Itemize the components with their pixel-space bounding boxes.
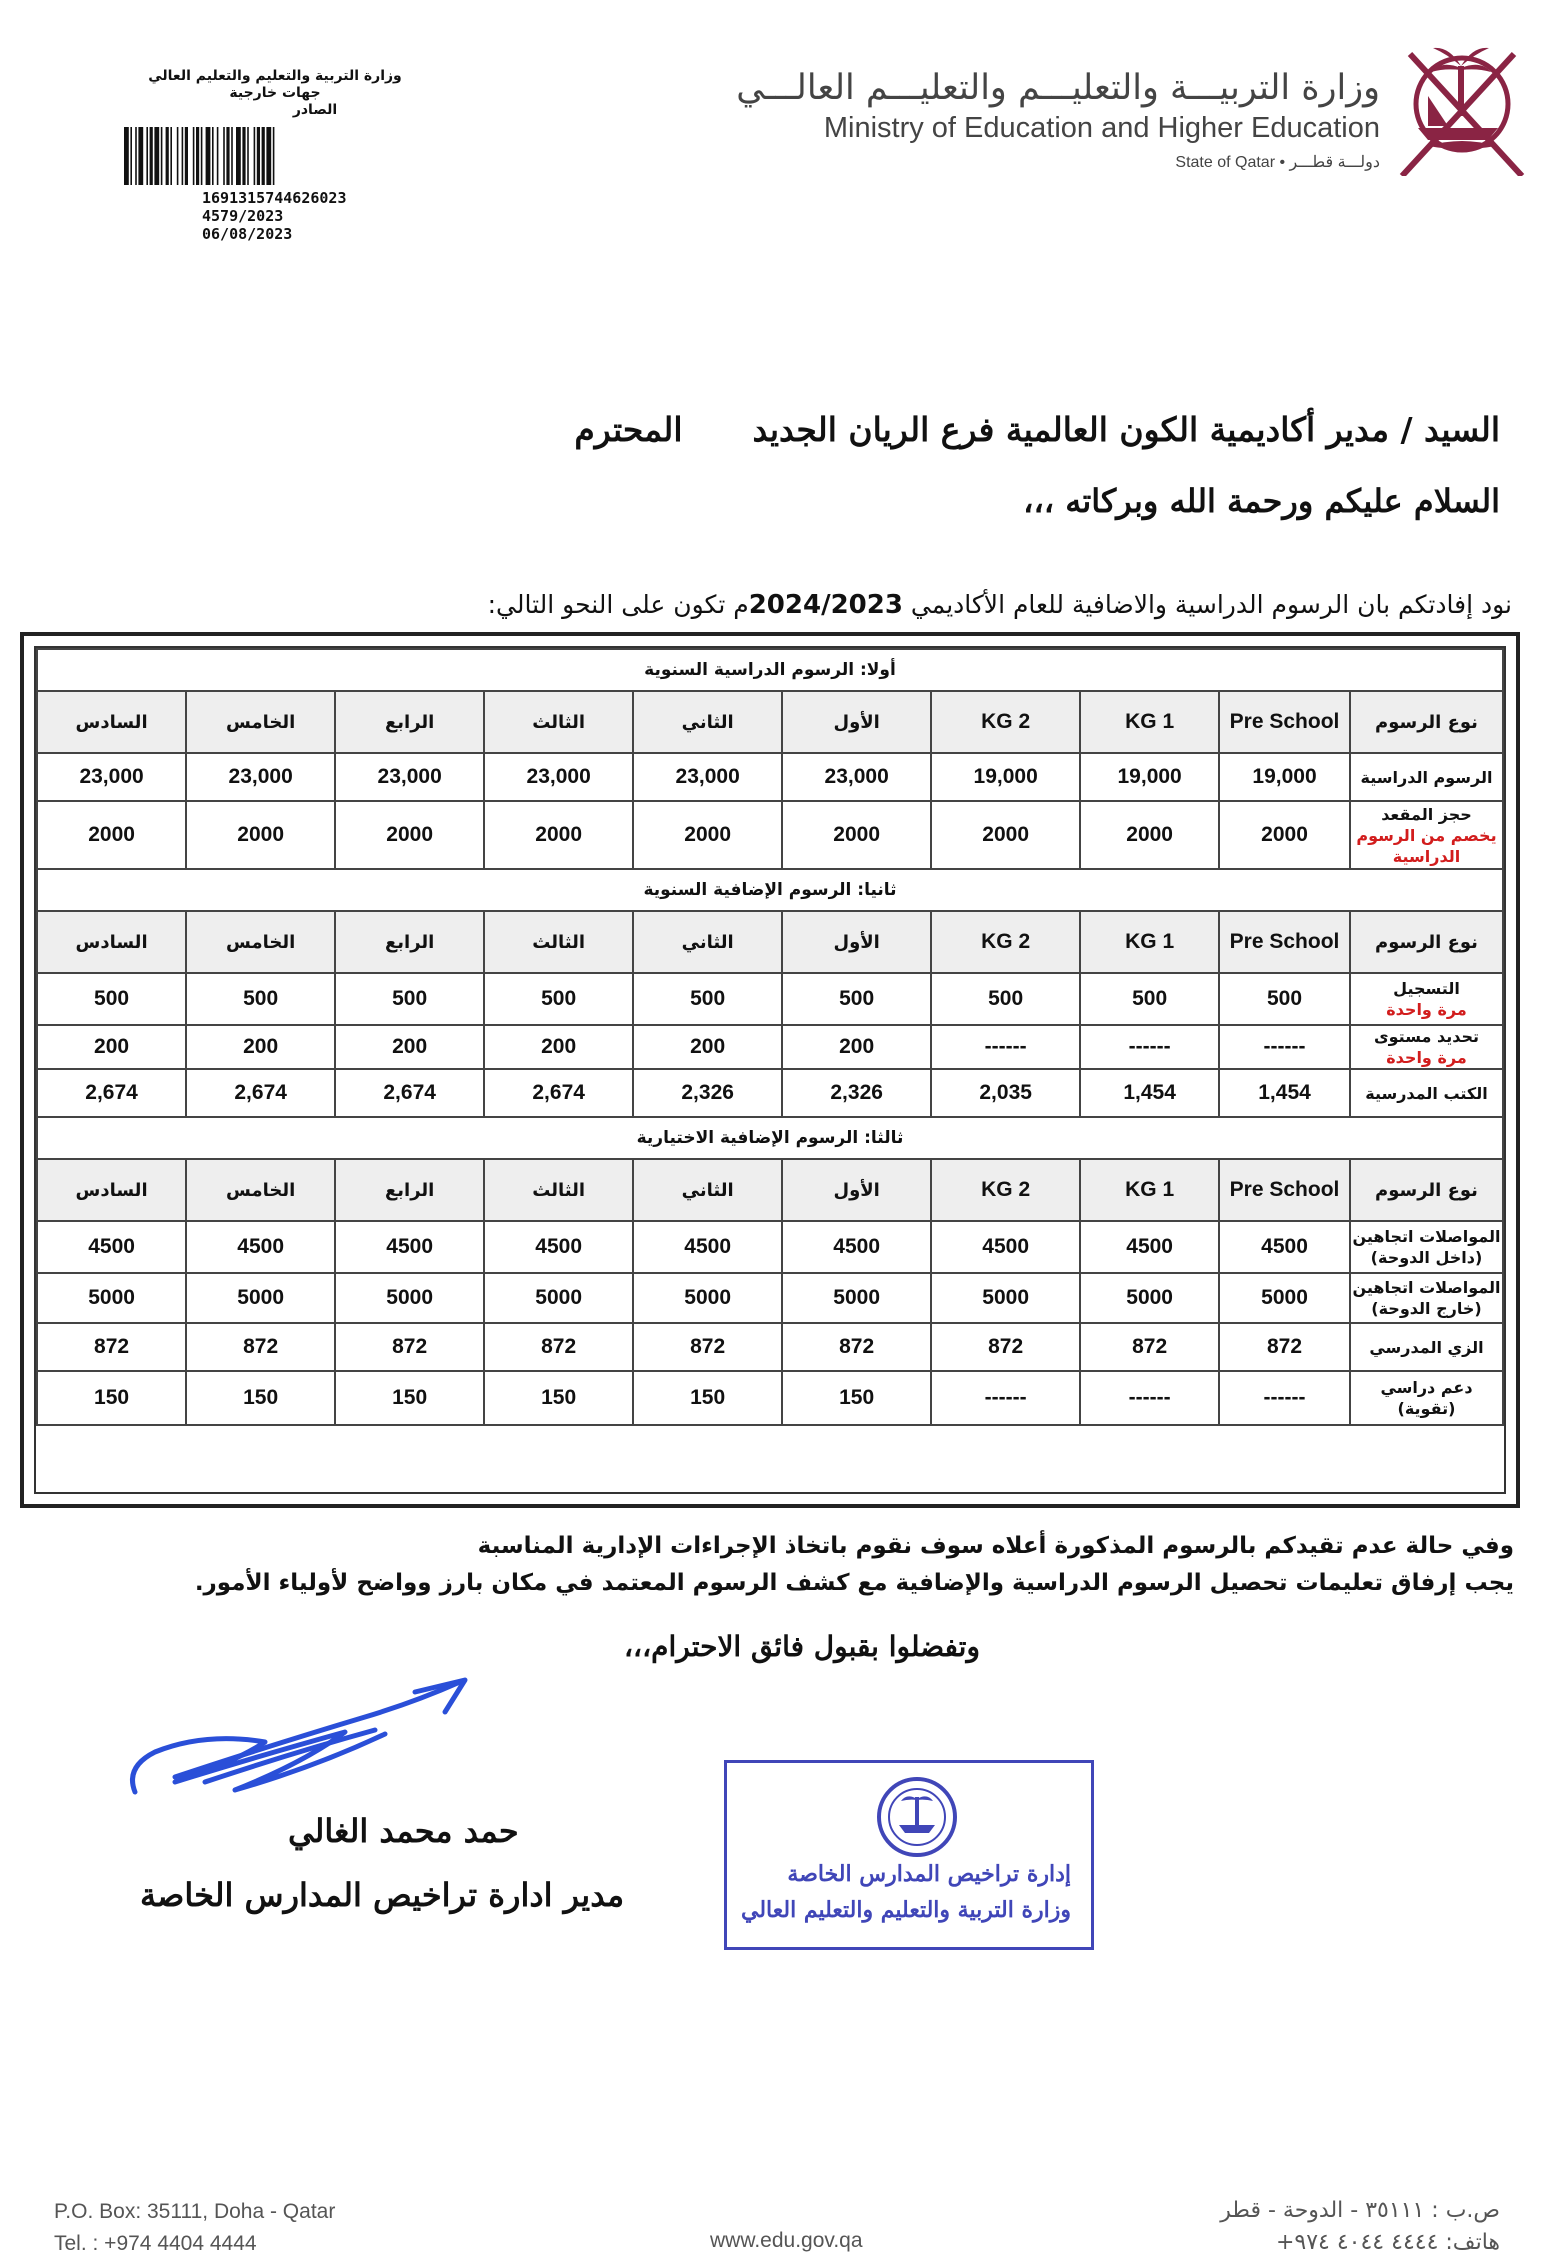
fee-value: 2,035 (931, 1069, 1080, 1117)
fee-value: 872 (633, 1323, 782, 1371)
fee-label: المواصلات اتجاهين (1352, 1278, 1501, 1297)
grade-header: السادس (37, 691, 186, 753)
fee-value: 2000 (335, 801, 484, 869)
fee-value: 4500 (1080, 1221, 1219, 1273)
state-name-arabic: دولـــة قطـــر (1289, 154, 1380, 171)
fee-label-cell (1350, 1323, 1503, 1371)
fee-label-cell (1350, 1221, 1503, 1273)
fee-value: 872 (1080, 1323, 1219, 1371)
fee-value: 4500 (633, 1221, 782, 1273)
outgoing-header-block (120, 68, 430, 243)
table-row (37, 973, 1503, 1025)
fee-value: 4500 (335, 1221, 484, 1273)
fee-type-header: نوع الرسوم (1350, 691, 1503, 753)
fee-value: 500 (931, 973, 1080, 1025)
grade-header: الثاني (633, 691, 782, 753)
table-row (37, 1069, 1503, 1117)
fee-value: 19,000 (1219, 753, 1350, 801)
grade-header-row (37, 911, 1503, 973)
fee-label-cell (1350, 973, 1503, 1025)
fee-value: 1,454 (1219, 1069, 1350, 1117)
fee-label: الزي المدرسي (1369, 1337, 1484, 1357)
fee-value: 2000 (931, 801, 1080, 869)
grade-header: الثالث (484, 911, 633, 973)
fee-value: 23,000 (782, 753, 931, 801)
fee-value: 200 (186, 1025, 335, 1069)
fee-value: 2,674 (484, 1069, 633, 1117)
fee-value: 23,000 (37, 753, 186, 801)
grade-header: الأول (782, 911, 931, 973)
fee-label: المواصلات اتجاهين (1352, 1227, 1501, 1246)
fee-note: (خارج الدوحة) (1371, 1299, 1482, 1318)
fee-label-cell (1350, 801, 1503, 869)
fee-value: 2,674 (186, 1069, 335, 1117)
honorific: المحترم (574, 410, 683, 449)
fee-label: حجز المقعد (1381, 804, 1472, 824)
fee-value: 2000 (484, 801, 633, 869)
fee-label: تحديد مستوى (1373, 1027, 1479, 1046)
fee-value: 5000 (931, 1273, 1080, 1323)
fee-value: 2,674 (37, 1069, 186, 1117)
fee-value: 2000 (782, 801, 931, 869)
fee-value: 500 (335, 973, 484, 1025)
grade-header: الرابع (335, 911, 484, 973)
fee-value: 23,000 (186, 753, 335, 801)
greeting: السلام عليكم ورحمة الله وبركاته ،،، (1023, 482, 1500, 520)
fee-value: ------ (931, 1371, 1080, 1425)
handwritten-signature-icon (115, 1672, 495, 1822)
fee-value: 2000 (1219, 801, 1350, 869)
grade-header: KG 1 (1080, 691, 1219, 753)
grade-header: الخامس (186, 1159, 335, 1221)
fee-value: 5000 (1080, 1273, 1219, 1323)
fee-value: 2,326 (782, 1069, 931, 1117)
addressee (574, 410, 1500, 449)
fee-value: 150 (37, 1371, 186, 1425)
header-department-line: جهات خارجية (229, 85, 321, 101)
fee-value: 500 (1080, 973, 1219, 1025)
fee-value: 2,326 (633, 1069, 782, 1117)
fee-value: 150 (633, 1371, 782, 1425)
fee-note: مرة واحدة (1386, 1000, 1467, 1019)
table-row (37, 1371, 1503, 1425)
fee-value: 150 (782, 1371, 931, 1425)
grade-header: الثاني (633, 911, 782, 973)
fee-value: 2000 (633, 801, 782, 869)
fee-value: ------ (1080, 1371, 1219, 1425)
fee-label-cell (1350, 1371, 1503, 1425)
stamp-ministry: وزارة التربية والتعليم والتعليم العالي (741, 1897, 1071, 1923)
grade-header: الخامس (186, 911, 335, 973)
grade-header: الرابع (335, 691, 484, 753)
grade-header: Pre School (1219, 691, 1350, 753)
fee-value: 872 (186, 1323, 335, 1371)
fee-value: 150 (186, 1371, 335, 1425)
letter-date: 06/08/2023 (202, 225, 293, 243)
fee-value: 150 (484, 1371, 633, 1425)
fee-value: 4500 (1219, 1221, 1350, 1273)
fee-value: 500 (1219, 973, 1350, 1025)
fee-value: 872 (782, 1323, 931, 1371)
reference-number: 4579/2023 (202, 207, 284, 225)
signatory-title: مدير ادارة تراخيص المدارس الخاصة (140, 1876, 625, 1914)
fee-table (36, 648, 1504, 1426)
header-outgoing-line: الصادر (292, 102, 338, 118)
fee-value: 4500 (37, 1221, 186, 1273)
fee-value: 4500 (484, 1221, 633, 1273)
table-row (37, 1221, 1503, 1273)
fee-value: 872 (931, 1323, 1080, 1371)
grade-header: الأول (782, 691, 931, 753)
fee-value: 200 (633, 1025, 782, 1069)
fee-table-body (37, 649, 1503, 1425)
fee-label: التسجيل (1393, 979, 1460, 998)
fee-type-header: نوع الرسوم (1350, 1159, 1503, 1221)
closing-regards: وتفضلوا بقبول فائق الاحترام،،، (624, 1630, 980, 1663)
stamp-seal-icon (875, 1775, 959, 1859)
addressee-name: السيد / مدير أكاديمية الكون العالمية فرع الريان الجديد (752, 410, 1500, 449)
table-row (37, 753, 1503, 801)
fee-label-cell (1350, 1273, 1503, 1323)
fee-table-inner (34, 646, 1506, 1494)
fee-value: 500 (633, 973, 782, 1025)
fee-value: 872 (484, 1323, 633, 1371)
fee-value: ------ (1219, 1371, 1350, 1425)
fee-label: الرسوم الدراسية (1360, 767, 1493, 787)
table-row (37, 801, 1503, 869)
fee-value: 872 (37, 1323, 186, 1371)
fee-label: الكتب المدرسية (1365, 1083, 1488, 1103)
ministry-name-arabic: وزارة التربيـــة والتعليـــم والتعليـــم العالـــي (736, 68, 1380, 108)
grade-header: الثالث (484, 1159, 633, 1221)
fee-value: ------ (1219, 1025, 1350, 1069)
state-name-english: State of Qatar (1175, 154, 1276, 171)
intro-text-end: م تكون على النحو التالي: (487, 590, 749, 619)
table-row (37, 1025, 1503, 1069)
fee-value: 5000 (782, 1273, 931, 1323)
ministry-name-english: Ministry of Education and Higher Education (823, 112, 1380, 144)
table-row (37, 1273, 1503, 1323)
section-title-3: ثالثا: الرسوم الإضافية الاختيارية (37, 1117, 1503, 1159)
fee-label-cell (1350, 753, 1503, 801)
footer-phone-arabic: هاتف: ٤٤٤٤ ٤٠٤٤ ٩٧٤+ (1275, 2230, 1500, 2255)
fee-label-cell (1350, 1025, 1503, 1069)
fee-value: 500 (484, 973, 633, 1025)
fee-value: 200 (484, 1025, 633, 1069)
fee-value: 5000 (186, 1273, 335, 1323)
footer-pobox-arabic: ص.ب : ٣٥١١١ - الدوحة - قطر (1220, 2198, 1500, 2223)
section-title-2: ثانيا: الرسوم الإضافية السنوية (37, 869, 1503, 911)
academic-year: 2024/2023 (748, 590, 903, 620)
fee-value: 5000 (633, 1273, 782, 1323)
fee-value: 2000 (186, 801, 335, 869)
header-ministry-line: وزارة التربية والتعليم والتعليم العالي (148, 68, 402, 84)
fee-label-cell (1350, 1069, 1503, 1117)
fee-value: 19,000 (1080, 753, 1219, 801)
grade-header: السادس (37, 1159, 186, 1221)
fee-value: 4500 (186, 1221, 335, 1273)
fee-value: ------ (1080, 1025, 1219, 1069)
grade-header-row (37, 691, 1503, 753)
section-title-1: أولا: الرسوم الدراسية السنوية (37, 649, 1503, 691)
barcode-number: 1691315744626023 (202, 189, 347, 207)
grade-header: KG 2 (931, 1159, 1080, 1221)
grade-header: السادس (37, 911, 186, 973)
closing-warning: وفي حالة عدم تقيدكم بالرسوم المذكورة أعلاه سوف نقوم باتخاذ الإجراءات الإدارية المناسبة (477, 1533, 1514, 1559)
fee-value: ------ (931, 1025, 1080, 1069)
grade-header: Pre School (1219, 911, 1350, 973)
fee-value: 5000 (335, 1273, 484, 1323)
fee-value: 500 (782, 973, 931, 1025)
grade-header: الثاني (633, 1159, 782, 1221)
fee-value: 23,000 (633, 753, 782, 801)
fee-value: 200 (335, 1025, 484, 1069)
grade-header: الرابع (335, 1159, 484, 1221)
grade-header: KG 2 (931, 911, 1080, 973)
footer-pobox-english: P.O. Box: 35111, Doha - Qatar (54, 2200, 336, 2223)
fee-value: 4500 (931, 1221, 1080, 1273)
intro-paragraph (488, 590, 1512, 620)
fee-type-header: نوع الرسوم (1350, 911, 1503, 973)
fee-value: 2000 (37, 801, 186, 869)
official-stamp (724, 1760, 1094, 1950)
fee-value: 872 (335, 1323, 484, 1371)
grade-header: الثالث (484, 691, 633, 753)
fee-value: 150 (335, 1371, 484, 1425)
table-row (37, 1323, 1503, 1371)
fee-value: 500 (37, 973, 186, 1025)
stamp-department: إدارة تراخيص المدارس الخاصة (787, 1861, 1071, 1887)
grade-header: الخامس (186, 691, 335, 753)
fee-value: 1,454 (1080, 1069, 1219, 1117)
footer-website-link[interactable]: www.edu.gov.qa (710, 2229, 863, 2252)
barcode-icon (122, 127, 332, 185)
fee-value: 23,000 (335, 753, 484, 801)
state-line: State of Qatar • دولـــة قطـــر (1175, 154, 1380, 171)
grade-header-row (37, 1159, 1503, 1221)
fee-label: دعم دراسي (تقوية) (1380, 1378, 1473, 1418)
fee-note: يخصم من الرسوم الدراسية (1356, 825, 1497, 866)
grade-header: Pre School (1219, 1159, 1350, 1221)
footer-phone-english: Tel. : +974 4404 4444 (54, 2232, 257, 2255)
signatory-name: حمد محمد الغالي (288, 1812, 519, 1850)
grade-header: الأول (782, 1159, 931, 1221)
fee-value: 4500 (782, 1221, 931, 1273)
grade-header: KG 2 (931, 691, 1080, 753)
fee-value: 2000 (1080, 801, 1219, 869)
fee-note: مرة واحدة (1386, 1048, 1467, 1067)
fee-value: 23,000 (484, 753, 633, 801)
grade-header: KG 1 (1080, 911, 1219, 973)
fee-value: 5000 (484, 1273, 633, 1323)
fee-value: 200 (782, 1025, 931, 1069)
fee-value: 5000 (1219, 1273, 1350, 1323)
closing-instruction: يجب إرفاق تعليمات تحصيل الرسوم الدراسية والإضافية مع كشف الرسوم المعتمد في مكان بارز وواضح لأولياء الأمور. (194, 1570, 1514, 1596)
grade-header: KG 1 (1080, 1159, 1219, 1221)
fee-note: (داخل الدوحة) (1370, 1248, 1483, 1267)
fee-value: 2,674 (335, 1069, 484, 1117)
fee-value: 200 (37, 1025, 186, 1069)
qatar-emblem-icon (1388, 26, 1536, 176)
intro-text-start: نود إفادتكم بان الرسوم الدراسية والاضافية للعام الأكاديمي (910, 590, 1512, 619)
fee-value: 19,000 (931, 753, 1080, 801)
fee-table-frame (20, 632, 1520, 1508)
fee-value: 500 (186, 973, 335, 1025)
fee-value: 5000 (37, 1273, 186, 1323)
fee-value: 872 (1219, 1323, 1350, 1371)
